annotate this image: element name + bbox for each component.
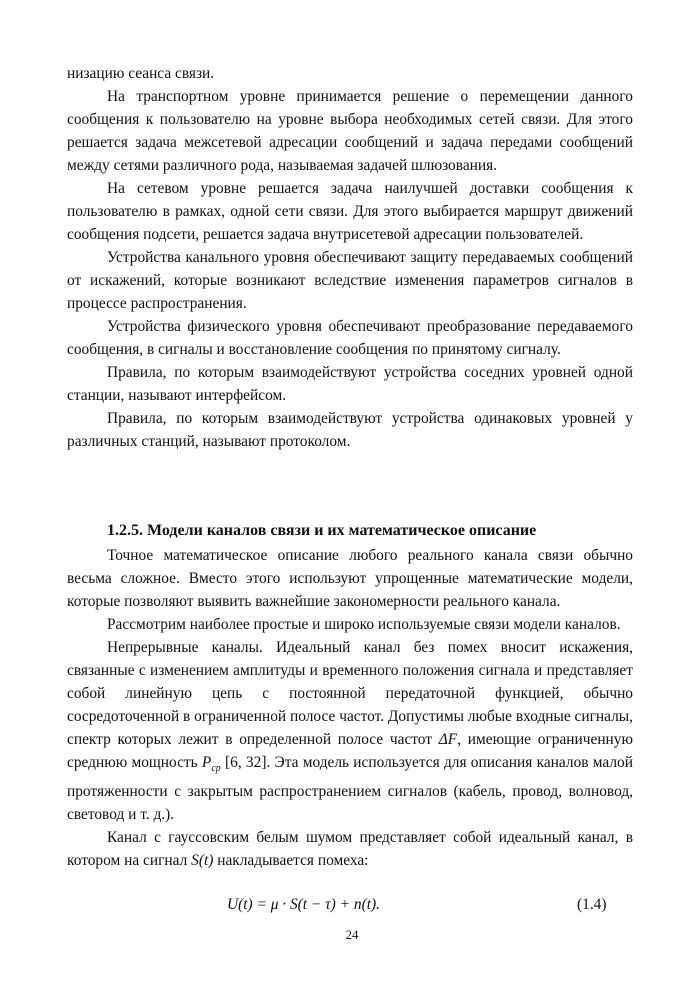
paragraph-exact-description: Точное математическое описание любого реального канала связи обычно весьма сложное. Вместо этого используют упрощенные математические модели, которые позволяют выявить важнейшие закономерности реального канала. bbox=[67, 547, 633, 610]
paragraph-simple-models: Рассмотрим наиболее простые и широко используемые связи модели каналов. bbox=[107, 616, 621, 633]
continuous-text-part2: , имеющие ограниченную среднюю мощность bbox=[67, 731, 633, 771]
paragraph-continuous-channels bbox=[67, 636, 633, 826]
gaussian-text-part2: накладывается помеха: bbox=[213, 852, 369, 870]
signal-symbol: S(t) bbox=[191, 852, 214, 870]
continuous-text-part3: [6, 32]. Эта модель используется для описания каналов малой протяженности с закрытым распространением сигналов (кабель, провод, волновод, световод и т. д.). bbox=[67, 754, 633, 824]
section-heading: 1.2.5. Модели каналов связи и их математическое описание bbox=[107, 522, 537, 539]
paragraph-physical-layer: Устройства физического уровня обеспечивают преобразование передаваемого сообщения, в сигналы и восстановление сообщения по принятому сигналу. bbox=[67, 318, 633, 358]
formula-number: (1.4) bbox=[577, 896, 607, 913]
paragraph-transport-layer: На транспортном уровне принимается решение о перемещении данного сообщения к пользователю на уровне выбора необходимых сетей связи. Для этого решается задача межсетевой адресации сообщений и задача передами сообщений между сетями различного рода, называемая задачей шлюзования. bbox=[67, 88, 633, 174]
paragraph-protocol-definition: Правила, по которым взаимодействуют устройства одинаковых уровней у различных станций, называют протоколом. bbox=[67, 410, 633, 450]
gaussian-text-part1: Канал с гауссовским белым шумом представляет собой идеальный канал, в котором на сигнал bbox=[67, 829, 633, 870]
formula-1-4: U(t) = μ · S(t − τ) + n(t). bbox=[227, 896, 380, 913]
paragraph-network-layer: На сетевом уровне решается задача наилучшей доставки сообщения к пользователю в рамках, одной сети связи. Для этого выбирается маршрут движений сообщения подсети, решается задача внутрисетевой адресации пользователей. bbox=[67, 180, 633, 243]
body-text-top bbox=[67, 62, 633, 453]
paragraph-1: низацию сеанса связи. bbox=[67, 65, 215, 82]
continuous-text-part1: Непрерывные каналы. Идеальный канал без помех вносит искажения, связанные с изменением амплитуды и временного положения сигнала и представляет собой линейную цепь с постоянной передаточной функцией, обычно сосредоточенной в ограниченной полосе частот. Допустимы любые входные сигналы, спектр которых лежит в определенной полосе частот bbox=[67, 639, 633, 748]
paragraph-gaussian-channel bbox=[67, 826, 633, 872]
page-number: 24 bbox=[345, 927, 359, 942]
paragraph-interface-definition: Правила, по которым взаимодействуют устройства соседних уровней одной станции, называют интерфейсом. bbox=[67, 364, 633, 404]
power-symbol: P bbox=[201, 754, 212, 771]
delta-f-symbol: ΔF bbox=[438, 731, 458, 748]
power-subscript: ср bbox=[211, 763, 221, 775]
body-text-section bbox=[67, 544, 633, 872]
paragraph-data-link-layer: Устройства канального уровня обеспечивают защиту передаваемых сообщений от искажений, которые возникают вследствие изменения параметров сигналов в процессе распространения. bbox=[67, 249, 633, 312]
